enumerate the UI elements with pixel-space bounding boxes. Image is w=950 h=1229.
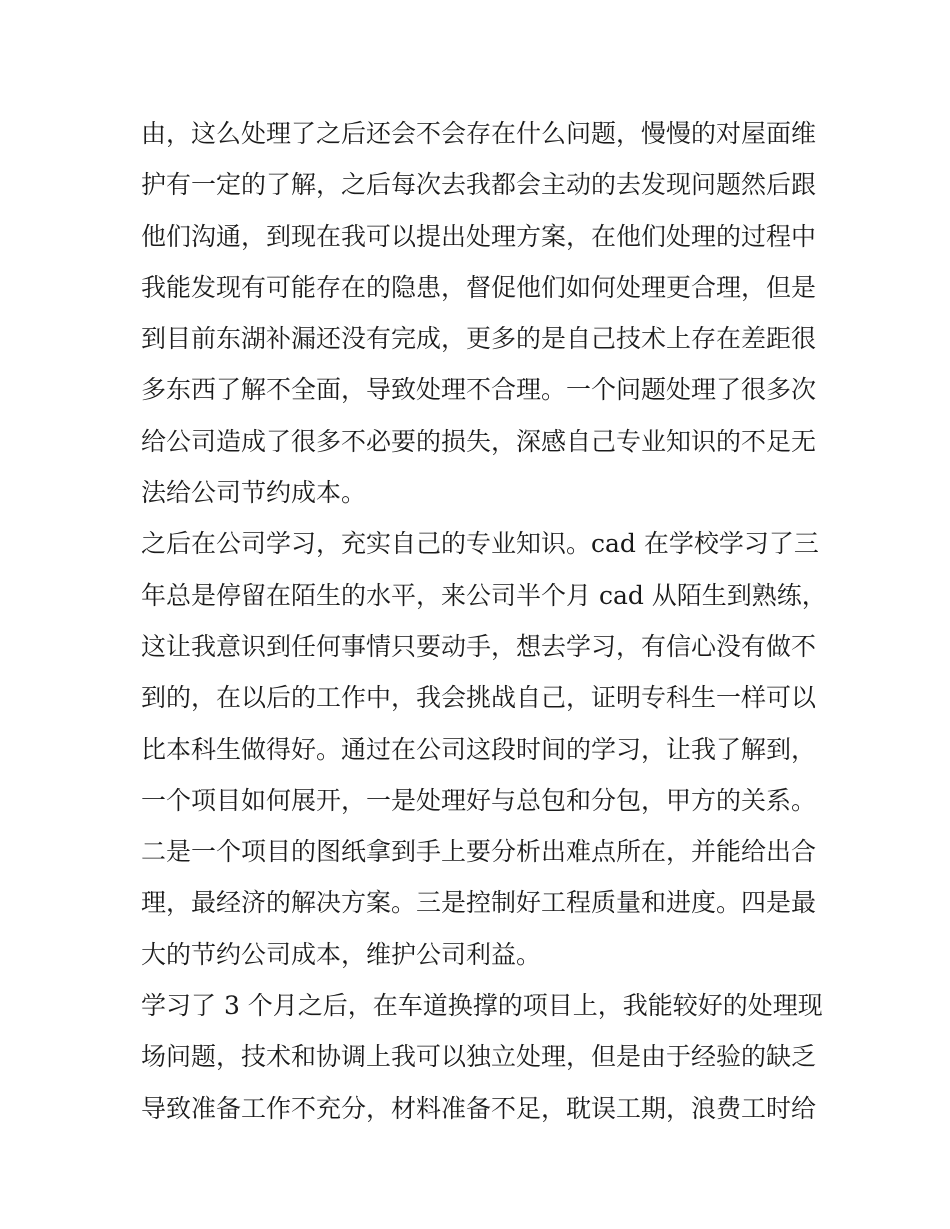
body-text [141,108,827,1134]
text-line: 之后在公司学习，充实自己的专业知识。cad 在学校学习了三 [141,529,819,559]
text-line: 我能发现有可能存在的隐患，督促他们如何处理更合理，但是 [141,272,817,302]
text-line: 年总是停留在陌生的水平，来公司半个月 cad 从陌生到熟练， [141,580,827,610]
text-line: 法给公司节约成本。 [141,478,367,508]
text-line: 多东西了解不全面，导致处理不合理。一个问题处理了很多次 [141,375,817,405]
text-line: 理，最经济的解决方案。三是控制好工程质量和进度。四是最 [141,888,817,918]
text-line: 一个项目如何展开，一是处理好与总包和分包，甲方的关系。 [141,785,817,815]
text-line: 到目前东湖补漏还没有完成，更多的是自己技术上存在差距很 [141,324,817,354]
text-line: 他们沟通，到现在我可以提出处理方案，在他们处理的过程中 [141,221,817,251]
text-line: 比本科生做得好。通过在公司这段时间的学习，让我了解到， [141,734,817,764]
text-line: 由，这么处理了之后还会不会存在什么问题，慢慢的对屋面维 [141,119,817,148]
text-line: 学习了 3 个月之后，在车道换撑的项目上，我能较好的处理现 [141,991,823,1021]
text-line: 导致准备工作不充分，材料准备不足，耽误工期，浪费工时给 [141,1093,817,1123]
text-line: 到的，在以后的工作中，我会挑战自己，证明专科生一样可以 [141,683,817,713]
text-line: 这让我意识到任何事情只要动手，想去学习，有信心没有做不 [141,631,817,661]
text-line: 大的节约公司成本，维护公司利益。 [141,939,542,969]
text-line: 二是一个项目的图纸拿到手上要分析出难点所在，并能给出合 [141,837,817,867]
text-line: 护有一定的了解，之后每次去我都会主动的去发现问题然后跟 [141,170,817,200]
text-line: 场问题，技术和协调上我可以独立处理，但是由于经验的缺乏 [141,1042,817,1072]
text-line: 给公司造成了很多不必要的损失，深感自己专业知识的不足无 [141,426,817,456]
